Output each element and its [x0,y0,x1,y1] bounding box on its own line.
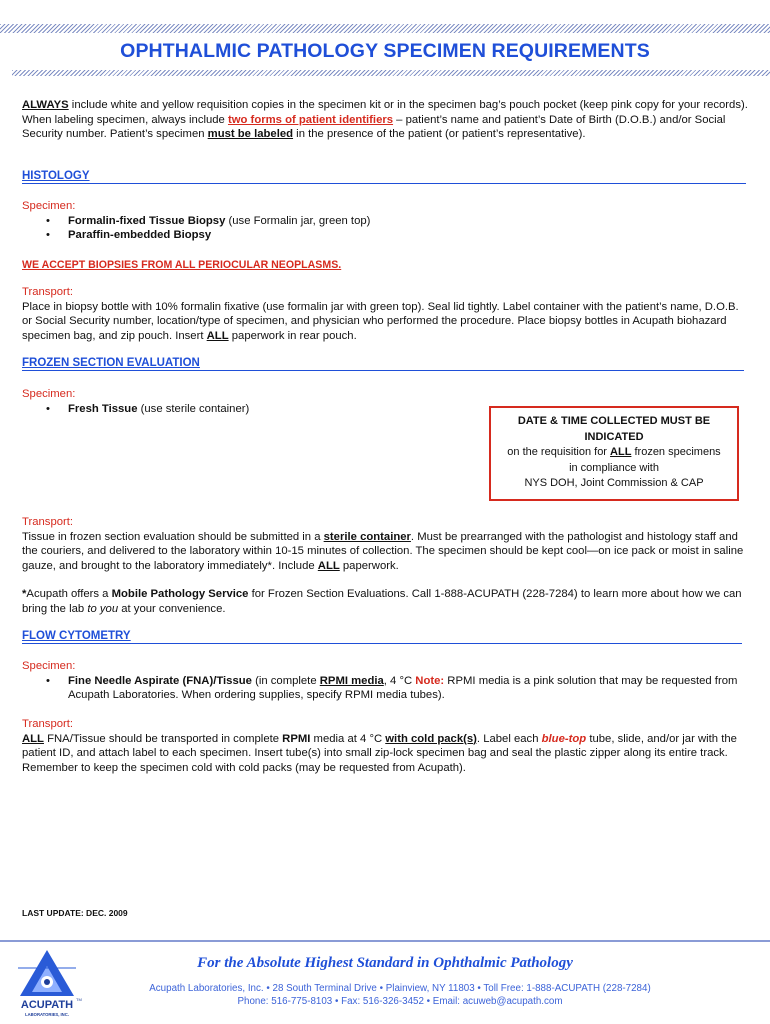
flow-transport-text-3: . Label each [476,732,542,745]
flow-item-fna [22,674,748,703]
histology-specimen-label: Specimen: [22,200,76,212]
histology-item-formalin-bold: Formalin-fixed Tissue Biopsy [68,214,226,227]
callout-line-5: NYS DOH, Joint Commission & CAP [524,477,704,489]
footer-address: Acupath Laboratories, Inc. • 28 South Terminal Drive • Plainview, NY 11803 • Toll Free: 1-888-ACUPATH (228-7284) [149,983,651,994]
histology-transport-label: Transport: [22,286,74,298]
mobile-text-3: at your convenience. [118,602,226,615]
flow-item-note: Note: [415,674,445,687]
frozen-transport-text-2: . Must be prearranged with the pathologist and histology staff and the couriers, and delivered to the laboratory within 10-15 minutes of collection. The specimen should be kept cool—on ice pack or moist in saline gauze, and brought to the laboratory immediately*. Include [22,530,744,572]
histology-notice [22,258,748,273]
frozen-transport-all: ALL [317,559,340,572]
histology-transport-text-1: Place in biopsy bottle with 10% formalin fixative (use formalin jar with green top). Seal lid tightly. Label container with the patient’s name, D.O.B. or Social Security number, location/type of specimen, and physician who performed the procedure. Place biopsy bottles in Acupath biohazard specimen bag, and zip pouch. Insert [22,300,739,342]
intro-paragraph [22,98,748,142]
flow-item-text-1: (in complete [251,674,320,687]
callout-line-3b: frozen specimens [631,446,721,458]
histology-item-formalin-rest: (use Formalin jar, green top) [225,214,371,227]
frozen-heading-text: FROZEN SECTION EVALUATION [22,357,200,369]
flow-transport-rpmi: RPMI [282,732,311,745]
flow-transport-text-1: FNA/Tissue should be transported in complete [43,732,283,745]
mobile-pathology-paragraph [22,587,748,616]
flow-transport-all: ALL [22,732,44,745]
title-underline-stripe [12,70,770,76]
histology-notice-text: WE ACCEPT BIOPSIES FROM ALL PERIOCULAR NEOPLASMS. [22,259,342,271]
frozen-transport-text-1: Tissue in frozen section evaluation should be submitted in a [22,530,324,543]
flow-item-rpmi: RPMI media [319,674,384,687]
callout-line-2: INDICATED [584,430,644,443]
histology-heading [22,170,746,184]
frozen-item-bold: Fresh Tissue [68,402,138,415]
histology-item-paraffin [22,228,748,243]
flow-transport-label: Transport: [22,718,74,730]
frozen-transport-label: Transport: [22,516,74,528]
flow-transport-text-4: tube, slide, and/or jar with the patient ID, and attach label to each specimen. Insert tube(s) into small zip-lock specimen bag and seal the plastic zipper along its entire track. Remember to keep the specimen cold with cold packs (may be requested from Acupath). [22,732,737,774]
callout-line-4: in compliance with [569,461,659,474]
flow-specimen [22,659,748,703]
logo-sub: LABORATORIES, INC. [25,1012,69,1017]
flow-transport-bluetop: blue-top [541,732,587,745]
histology-transport-all: ALL [206,329,229,342]
histology-item-formalin [22,214,748,229]
frozen-transport [22,515,748,573]
callout-all: ALL [610,446,632,458]
intro-text-1: include white and yellow requisition copies in the specimen kit or in the specimen bag’s pouch pocket (keep pink copy for your records). When labeling specimen, always include [22,99,748,126]
mobile-service-name: Mobile Pathology Service [111,588,249,600]
frozen-sterile-container: sterile container [323,530,411,543]
logo-name: ACUPATH [20,999,74,1011]
top-decorative-stripe [0,24,770,33]
flow-specimen-label: Specimen: [22,660,76,672]
mobile-star: * [22,588,27,600]
flow-item-text-2: , 4 °C [383,674,416,687]
intro-always: ALWAYS [22,99,69,111]
histology-specimen [22,199,748,243]
intro-two-forms: two forms of patient identifiers [227,113,394,126]
callout-line-3a: on the requisition for [507,446,611,458]
flow-transport-text-2: media at 4 °C [310,732,386,745]
mobile-text-2: for Frozen Section Evaluations. Call 1-888-ACUPATH (228-7284) to learn more about how we can bring the lab [22,588,742,615]
footer-slogan: For the Absolute Highest Standard in Ophthalmic Pathology [197,955,573,971]
intro-text-3: in the presence of the patient (or patient’s representative). [293,128,586,140]
footer-contact: Phone: 516-775-8103 • Fax: 516-326-3452 • Email: acuweb@acupath.com [237,996,563,1007]
frozen-transport-text-3: paperwork. [339,559,399,572]
last-update: LAST UPDATE: DEC. 2009 [22,908,128,918]
flow-heading [22,630,742,644]
flow-transport [22,717,748,775]
callout-line-1: DATE & TIME COLLECTED MUST BE [517,415,711,427]
frozen-specimen-label: Specimen: [22,388,76,400]
callout-line-3 [491,445,737,461]
frozen-item-rest: (use sterile container) [137,402,250,415]
date-time-callout-box [489,406,739,501]
intro-must-label: must be labeled [207,128,294,140]
mobile-italic: to you [87,602,119,615]
histology-transport [22,285,748,343]
mobile-text-1: Acupath offers a [26,588,112,600]
flow-heading-text: FLOW CYTOMETRY [22,630,131,642]
histology-transport-text-2: paperwork in rear pouch. [228,329,357,342]
footer-rule [0,940,770,942]
flow-item-bold: Fine Needle Aspirate (FNA)/Tissue [68,674,252,687]
flow-transport-cold: with cold pack(s) [385,732,477,745]
intro-text-2: – patient’s name and patient’s Date of Birth (D.O.B.) and/or Social Security number. Patient’s specimen [22,113,726,140]
histology-item-paraffin-bold: Paraffin-embedded Biopsy [68,229,212,241]
footer-address-block [60,982,740,1008]
flow-item-text-3: RPMI media is a pink solution that may be requested from Acupath Laboratories. When ordering supplies, specify RPMI media tubes). [68,674,738,701]
logo-tm: TM [76,997,82,1002]
histology-heading-text: HISTOLOGY [22,170,90,182]
page-title: OPHTHALMIC PATHOLOGY SPECIMEN REQUIREMENTS [120,40,650,62]
frozen-heading [22,357,744,371]
